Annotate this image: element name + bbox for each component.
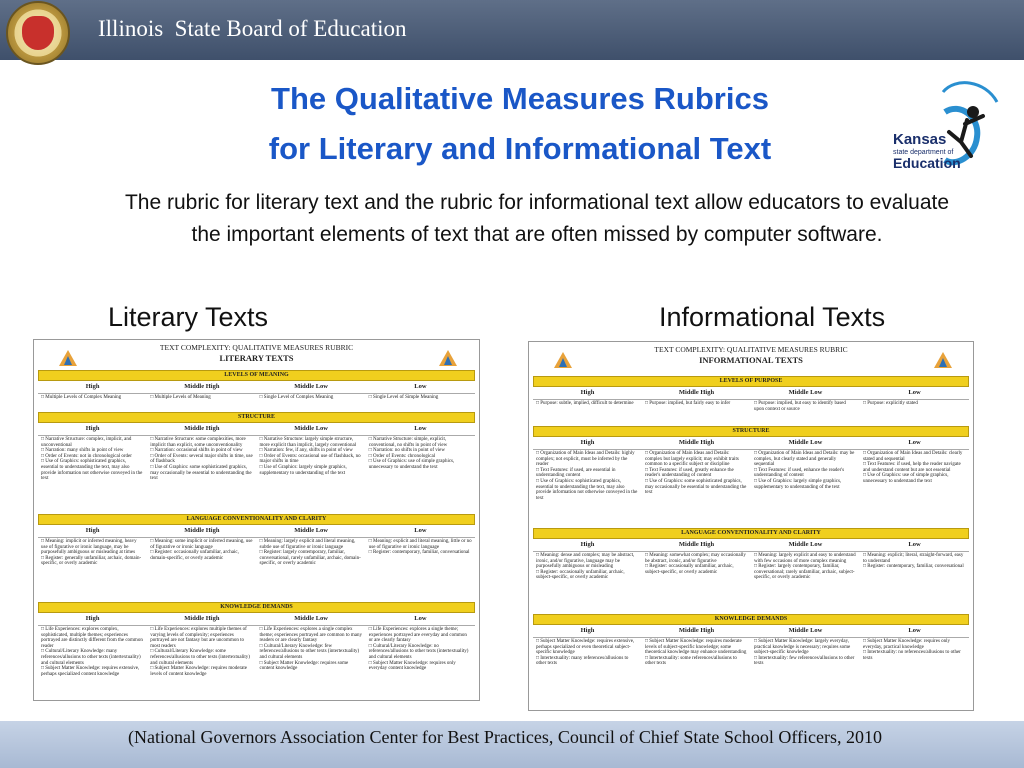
rubric-cell: □ Multiple Levels of Meaning bbox=[150, 395, 211, 400]
slide-body-text: The rubric for literary text and the rubric for informational text allow educators to evaluate the important elements of text that are often missed by computer software. bbox=[124, 191, 950, 246]
rubric-level-header: Low bbox=[908, 439, 921, 446]
rubric-section bbox=[533, 614, 969, 708]
rubric-title: TEXT COMPLEXITY: QUALITATIVE MEASURES RUBRIC bbox=[654, 345, 848, 354]
logo-line1: Kansas bbox=[893, 131, 947, 148]
rubric-section bbox=[38, 370, 475, 410]
rubric-cell: □ Purpose: implied, but easy to identify based upon context or source bbox=[754, 401, 846, 412]
rubric-level-header: Middle Low bbox=[788, 541, 823, 548]
rubric-row bbox=[38, 394, 475, 410]
rubric-level-header: High bbox=[580, 627, 595, 634]
rubric-cell: □ Subject Matter Knowledge: requires extensive, perhaps specialized or even theoretical subject-specific knowledge □ Intertextuality: many references/allusions to other texts bbox=[536, 639, 635, 667]
rubric-section-bar: KNOWLEDGE DEMANDS bbox=[533, 614, 969, 625]
rubric-level-header: Middle High bbox=[184, 615, 220, 622]
rubric-level-headers bbox=[533, 387, 969, 400]
rubric-level-headers bbox=[533, 437, 969, 450]
rubric-section-bar: LANGUAGE CONVENTIONALITY AND CLARITY bbox=[38, 514, 475, 525]
rubric-cell: □ Life Experiences: explores complex, sophisticated, multiple themes; experiences portrayed are distinctly different from the common reader □ Cultural/Literary Knowledge: many references/allusions to other texts (intertextuality) and cultural elements □ Subject Matter Knowledge: requires extensive, perhaps specialized content knowledge bbox=[41, 627, 143, 677]
rubric-subtitle: INFORMATIONAL TEXTS bbox=[699, 355, 803, 365]
rubric-level-header: Low bbox=[908, 541, 921, 548]
rubric-level-header: Middle Low bbox=[788, 439, 823, 446]
rubric-level-headers bbox=[38, 381, 475, 394]
rubric-row bbox=[533, 638, 969, 708]
rubric-level-header: Middle Low bbox=[294, 425, 329, 432]
rubric-section-bar: LANGUAGE CONVENTIONALITY AND CLARITY bbox=[533, 528, 969, 539]
rubric-row bbox=[533, 450, 969, 526]
rubric-level-header: Middle High bbox=[184, 425, 220, 432]
header-title: Illinois State Board of Education bbox=[98, 16, 407, 41]
rubric-cell: □ Life Experiences: explores a single complex theme; experiences portrayed are common to many readers or are clearly fantasy □ Cultural/Literary Knowledge: few references/allusions to other texts (intertextuality) and cultural elements □ Subject Matter Knowledge: requires some content knowledge bbox=[259, 627, 362, 672]
rubric-level-header: Middle High bbox=[678, 389, 715, 396]
rubric-cell: □ Single Level of Complex Meaning bbox=[259, 395, 334, 400]
rubric-cell: □ Organization of Main Ideas and Details: highly complex; not explicit, must be inferred by the reader □ Text Features: if used, are essential in understanding content □ Use of Graphics: sophisticated graphics, essential to understanding the text, may also provide information not otherwise conveyed in the text bbox=[536, 451, 638, 501]
rubric-cell: □ Subject Matter Knowledge: largely everyday, practical knowledge is necessary; requires some subject-specific knowledge □ Intertextuality: few references/allusions to other texts bbox=[754, 639, 855, 667]
rubric-cell: □ Life Experiences: explores a single theme; experiences portrayed are everyday and common or are clearly fantasy □ Cultural/Literary Knowledge: no references/allusions to other texts (intertextuality) and cultural elements □ Subject Matter Knowledge: requires only everyday content knowledge bbox=[368, 627, 469, 672]
rubric-level-header: High bbox=[85, 615, 100, 622]
rubric-cell: □ Meaning: somewhat complex; may occasionally be abstract, ironic, and/or figurative □ Register: occasionally unfamiliar, archaic, subject-specific, or overly academic bbox=[645, 553, 746, 575]
rubric-row bbox=[533, 552, 969, 614]
rubric-cell: □ Narrative Structure: largely simple structure, more explicit than implicit, largely conventional □ Narration: few, if any, shifts in point of view □ Order of Events: occasional use of flashback, no major shifts in time □ Use of Graphics: largely simple graphics, supplementary to understanding of the text bbox=[259, 437, 361, 476]
rubric-level-header: Middle Low bbox=[788, 389, 823, 396]
rubric-level-header: High bbox=[580, 389, 595, 396]
citation-text: (National Governors Association Center for Best Practices, Council of Chief State School Officers, 2010 bbox=[128, 727, 883, 747]
rubric-cell: □ Meaning: largely explicit and easy to understand with few occasions of more complex meaning □ Register: largely contemporary, familiar, conversational; rarely unfamiliar, archaic, subject-specific, or overly academic bbox=[754, 553, 856, 581]
rubric-cell: □ Meaning: dense and complex; may be abstract, ironic, and/or figurative, language may be purposefully ambiguous or misleading □ Register: occasionally unfamiliar, archaic, subject-specific, or overly academic bbox=[536, 553, 635, 581]
rubric-level-header: Middle Low bbox=[788, 627, 823, 634]
illinois-state-seal-icon bbox=[6, 1, 70, 65]
informational-rubric-thumbnail bbox=[528, 341, 974, 711]
rubric-level-header: High bbox=[580, 541, 595, 548]
logo-line3: Education bbox=[893, 155, 961, 171]
rubric-level-header: Middle High bbox=[678, 541, 715, 548]
rubric-level-header: Middle Low bbox=[294, 383, 329, 390]
rubric-level-header: Low bbox=[414, 527, 427, 534]
rubric-cell: □ Meaning: explicit; literal, straight-forward, easy to understand □ Register: contemporary, familiar, conversational bbox=[863, 553, 964, 570]
rubric-section-bar: LEVELS OF PURPOSE bbox=[533, 376, 969, 387]
rubric-level-headers bbox=[533, 625, 969, 638]
rubric-row bbox=[38, 436, 475, 510]
rubric-level-header: Low bbox=[908, 627, 921, 634]
rubric-row bbox=[533, 400, 969, 422]
rubric-cell: □ Meaning: some implicit or inferred meaning, use of figurative or ironic language □ Register: occasionally unfamiliar, archaic, domain-specific, or overly academic bbox=[150, 539, 253, 561]
rubric-level-header: Low bbox=[414, 615, 427, 622]
rubric-row bbox=[38, 538, 475, 600]
rubric-level-header: Middle High bbox=[184, 383, 220, 390]
rubric-cell: □ Purpose: subtle, implied, difficult to determine bbox=[536, 401, 634, 406]
rubric-cell: □ Organization of Main Ideas and Details: clearly stated and sequential □ Text Features: if used, help the reader navigate and understand content but are not essential □ Use of Graphics: use of simple graphics, unnecessary to understand the text bbox=[863, 451, 963, 484]
rubric-level-headers bbox=[533, 539, 969, 552]
informational-texts-label: Informational Texts bbox=[659, 302, 886, 332]
rubric-section-bar: STRUCTURE bbox=[533, 426, 969, 437]
rubric-level-headers bbox=[38, 423, 475, 436]
logo-line2: state department of bbox=[893, 149, 954, 156]
rubric-level-header: High bbox=[85, 425, 100, 432]
rubric-cell: □ Organization of Main Ideas and Details: may be complex, but clearly stated and generally sequential □ Text Features: if used, enhance the reader's understanding of content □ Use of Graphics: largely simple graphics, supplementary to understanding of the text bbox=[754, 451, 855, 490]
rubric-level-header: Middle High bbox=[678, 439, 715, 446]
rubric-section bbox=[533, 376, 969, 422]
rubric-section-bar: LEVELS OF MEANING bbox=[38, 370, 475, 381]
rubric-section bbox=[533, 528, 969, 614]
rubric-cell: □ Purpose: explicitly stated bbox=[863, 401, 918, 406]
rubric-level-header: High bbox=[85, 527, 100, 534]
rubric-cell: □ Life Experiences: explores multiple themes of varying levels of complexity; experiences portrayed are not fantasy but are uncommon to most readers □ Cultural/Literary Knowledge: some references/allusions to other texts (intertextuality) and cultural elements □ Subject Matter Knowledge: requires moderate levels of content knowledge bbox=[150, 627, 250, 677]
rubric-level-header: High bbox=[85, 383, 100, 390]
rubric-title: TEXT COMPLEXITY: QUALITATIVE MEASURES RUBRIC bbox=[159, 343, 354, 352]
rubric-level-header: Low bbox=[908, 389, 921, 396]
rubric-level-header: Middle Low bbox=[294, 615, 329, 622]
rubric-cell: □ Single Level of Simple Meaning bbox=[368, 395, 439, 400]
rubric-cell: □ Purpose: implied, but fairly easy to infer bbox=[645, 401, 731, 406]
rubric-row bbox=[38, 626, 475, 696]
rubric-section bbox=[38, 412, 475, 510]
rubric-cell: □ Meaning: explicit and literal meaning, little or no use of figurative or ironic language □ Register: contemporary, familiar, conversational bbox=[368, 539, 472, 556]
rubric-cell: □ Subject Matter Knowledge: requires only everyday, practical knowledge □ Intertextuality: no references/allusions to other texts bbox=[863, 639, 961, 661]
kansas-education-logo bbox=[885, 72, 1020, 192]
literary-rubric-thumbnail bbox=[33, 339, 480, 701]
slide-title-line1: The Qualitative Measures Rubrics bbox=[271, 81, 769, 116]
rubric-cell: □ Multiple Levels of Complex Meaning bbox=[41, 395, 122, 400]
rubric-cell: □ Subject Matter Knowledge: requires moderate levels of subject-specific knowledge; some theoretical knowledge may enhance understanding □ Intertextuality: some references/allusions to other texts bbox=[645, 639, 747, 667]
rubric-cell: □ Narrative Structure: simple, explicit, conventional, no shifts in point of view □ Narration: no shifts in point of view □ Order of Events: chronological □ Use of Graphics: use of simple graphics, unnecessary to understand the text bbox=[368, 437, 455, 470]
rubric-level-header: High bbox=[580, 439, 595, 446]
rubric-cell: □ Narrative Structure: complex, implicit, and unconventional □ Narration: many shifts in point of view □ Order of Events: not in chronological order □ Use of Graphics: sophisticated graphics, essential to understanding the text, may also provide information not otherwise conveyed in the text bbox=[41, 437, 143, 482]
rubric-level-header: Middle Low bbox=[294, 527, 329, 534]
rubric-cell: □ Meaning: largely explicit and literal meaning, subtle use of figurative or ironic language □ Register: largely contemporary, familiar, conversational, rarely unfamiliar, archaic, domain-specific, or overly academic bbox=[259, 539, 361, 567]
rubric-level-header: Middle High bbox=[184, 527, 220, 534]
rubric-cell: □ Narrative Structure: some complexities, more implicit than explicit, some unconventionality □ Narration: occasional shifts in point of view □ Order of Events: several major shifts in time, use of flashback □ Use of Graphics: some sophisticated graphics, may occasionally be essential to understanding the text bbox=[150, 437, 253, 482]
rubric-cell: □ Meaning: implicit or inferred meaning, heavy use of figurative or ironic language, may be purposefully ambiguous or misleading at times □ Register: generally unfamiliar, archaic, domain-specific, or overly academic bbox=[41, 539, 142, 567]
rubric-level-headers bbox=[38, 613, 475, 626]
rubric-section bbox=[38, 602, 475, 696]
rubric-level-header: Low bbox=[414, 425, 427, 432]
rubric-section-bar: KNOWLEDGE DEMANDS bbox=[38, 602, 475, 613]
slide-title-line2: for Literary and Informational Text bbox=[268, 131, 772, 166]
rubric-subtitle: LITERARY TEXTS bbox=[219, 353, 294, 363]
rubric-level-headers bbox=[38, 525, 475, 538]
rubric-level-header: Low bbox=[414, 383, 427, 390]
rubric-section bbox=[38, 514, 475, 600]
rubric-level-header: Middle High bbox=[678, 627, 715, 634]
literary-texts-label: Literary Texts bbox=[108, 302, 269, 332]
rubric-cell: □ Organization of Main Ideas and Details: complex but largely explicit; may exhibit traits common to a specific subject or discipline □ Text Features: if used, greatly enhance the reader's understanding of content □ Use of Graphics: some sophisticated graphics, may occasionally be essential to understanding the text bbox=[645, 451, 747, 496]
rubric-section bbox=[533, 426, 969, 526]
rubric-section-bar: STRUCTURE bbox=[38, 412, 475, 423]
